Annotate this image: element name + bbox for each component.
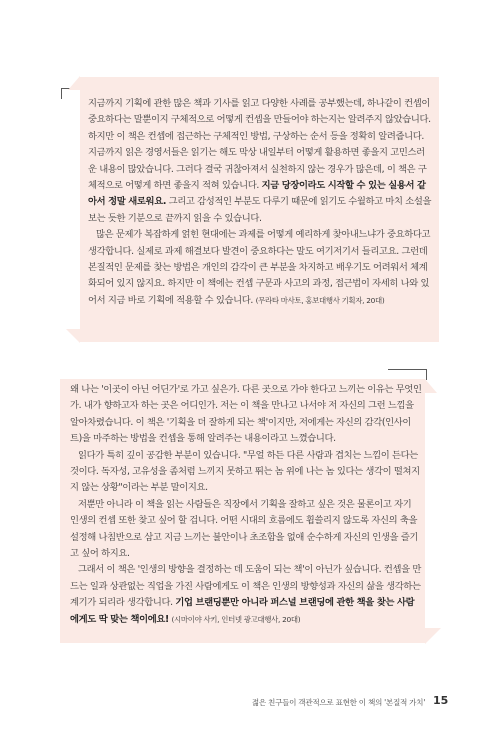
quote-paragraph: 그래서 이 책은 '인생의 방향을 결정하는 데 도움이 되는 책'이 아닌가 싶습니다. 컨셉을 만드는 일과 상관없는 직업을 가진 사람에게도 이 책은 인생의 방향성과 자신의 삶을 생각하는 계기가 되리라 생각합니다. 기업 브랜딩뿐만 아니라 퍼스널 브랜딩에 관한 책을 찾는 사람에게도 딱 맞는 책이에요! (시마이야 사키, 인터넷 광고대행사, 20대) xyxy=(70,564,421,625)
quote-paragraph: 저뿐만 아니라 이 책을 읽는 사람들은 직장에서 기획을 잘하고 싶은 것은 물론이고 자기 인생의 컨셉 또한 찾고 싶어 할 겁니다. 어떤 시대의 흐름에도 휩쓸리지 않도록 자신의 축을 설정해 나침반으로 삼고 지금 느끼는 불안이나 초조함을 없애 순수하게 자신의 인생을 즐기고 싶어 하지요. xyxy=(70,498,418,560)
emphasis-text: 기업 브랜딩뿐만 아니라 퍼스널 브랜딩에 관한 책을 찾는 사람에게도 딱 맞는 책이에요! xyxy=(70,597,415,625)
quote-paragraph: 지금까지 기획에 관한 많은 책과 기사를 읽고 다양한 사례를 공부했는데, 하나같이 컨셉이 중요하다는 말뿐이지 구체적으로 어떻게 컨셉을 만들어야 하는지는 알려주지 않았습니다. 하지만 이 책은 컨셉에 접근하는 구체적인 방법, 구상하는 순서 등을 정확히 알려줍니다. 지금까지 읽은 경영서들은 읽기는 해도 막상 내일부터 어떻게 활용하면 좋을지 고민스러운 내용이 많았습니다. 그러다 결국 귀찮아져서 실천하지 않는 경우가 많은데, 이 책은 구체적으로 어떻게 하면 좋을지 적혀 있습니다. 지금 당장이라도 시작할 수 있는 실용서 같아서 정말 새로워요. 그리고 감성적인 부분도 다루기 때문에 읽기도 수월하고 마치 소설을 보는 듯한 기분으로 끝까지 읽을 수 있습니다. xyxy=(88,98,432,224)
quote-text-2 xyxy=(70,382,422,628)
quote-citation: (시마이야 사키, 인터넷 광고대행사, 20대) xyxy=(171,614,301,624)
emphasis-text: 지금 당장이라도 시작할 수 있는 실용서 같아서 정말 새로워요. xyxy=(88,180,426,208)
speech-tail xyxy=(425,379,437,393)
page-number: 15 xyxy=(433,694,449,707)
quote-paragraph: 왜 나는 '이곳이 아닌 어딘가'로 가고 싶은가. 다른 곳으로 가야 한다고 느끼는 이유는 무엇인가. 내가 향하고자 하는 곳은 어디인가. 저는 이 책을 만나고 나서야 저 자신의 그런 느낌을 알아차렸습니다. 이 책은 '기획을 더 잘하게 되는 책'이지만, 저에게는 자신의 감각(인사이트)을 마주하는 방법을 컨셉을 통해 알려주는 내용이라고 느꼈습니다. xyxy=(70,384,422,445)
speech-tail xyxy=(425,628,441,644)
quote-text-1 xyxy=(88,96,433,309)
quote-paragraph: 읽다가 특히 깊이 공감한 부분이 있습니다. "무얼 하든 다른 사람과 겹치는 느낌이 든다는 것이다. 독자성, 고유성을 좀처럼 느끼지 못하고 뛰는 놈 위에 나는 놈 있다는 생각이 떨쳐지지 않는 상황"이라는 부분 말이지요. xyxy=(70,449,420,494)
speech-tail xyxy=(66,329,80,343)
speech-tail xyxy=(68,76,80,90)
running-footer-caption: 젊은 친구들이 객관적으로 표현한 이 책의 '본질적 가치' xyxy=(251,698,425,707)
quote-paragraph: 많은 문제가 복잡하게 얽힌 현대에는 과제를 어떻게 예리하게 찾아내느냐가 중요하다고 생각합니다. 실제로 과제 해결보다 발견이 중요하다는 말도 여기저기서 들리고요. 그런데 본질적인 문제를 찾는 방법은 개인의 감각이 큰 부분을 차지하고 배우기도 어려워서 체계화되어 있지 않지요. 하지만 이 책에는 컨셉 구문과 사고의 과정, 접근법이 자세히 나와 있어서 지금 바로 기획에 적용할 수 있습니다. (무라타 마사토, 홍보대행사 기획자, 20대) xyxy=(88,229,431,306)
quote-citation: (무라타 마사토, 홍보대행사 기획자, 20대) xyxy=(255,295,385,305)
